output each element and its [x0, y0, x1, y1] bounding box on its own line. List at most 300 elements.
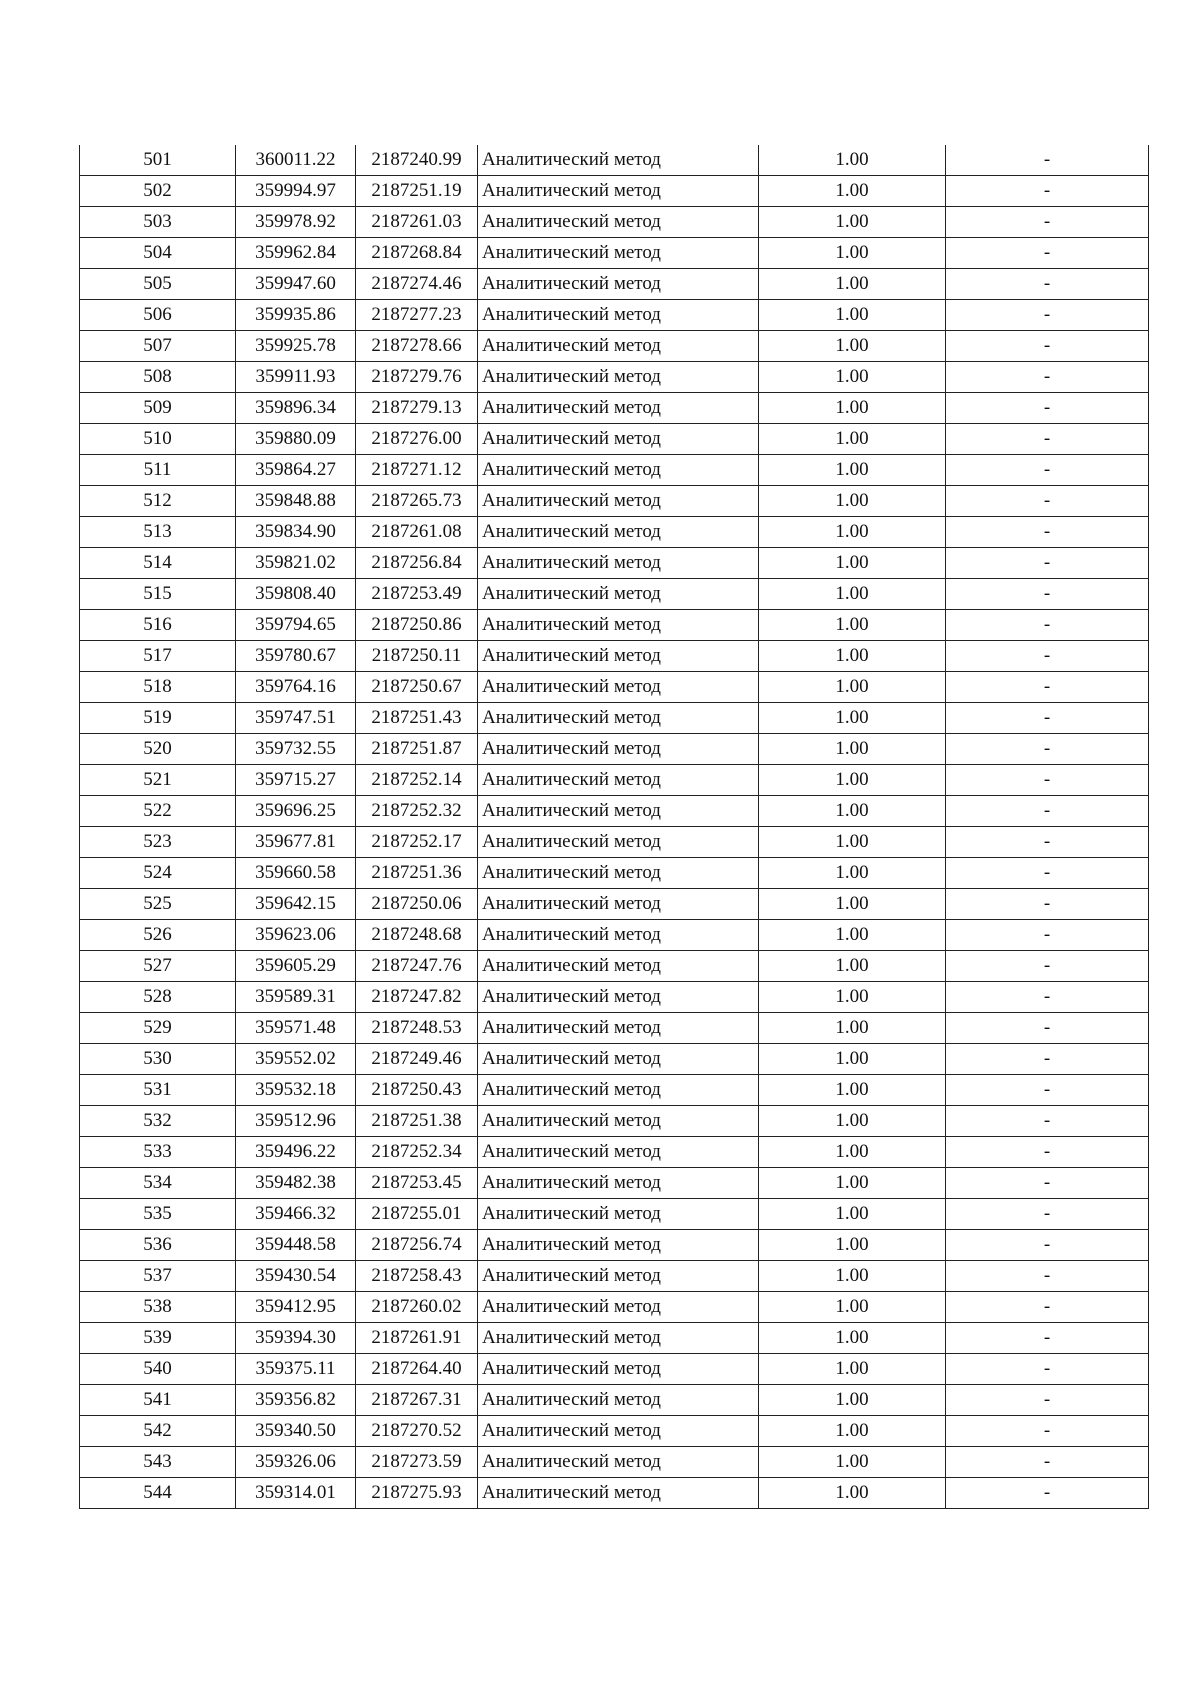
note-cell: -: [946, 1168, 1149, 1199]
note-cell: -: [946, 734, 1149, 765]
x-coordinate-cell: 359466.32: [236, 1199, 356, 1230]
table-row: [80, 1230, 1149, 1261]
note-cell: -: [946, 176, 1149, 207]
x-coordinate-cell: 359896.34: [236, 393, 356, 424]
x-coordinate-cell: 359660.58: [236, 858, 356, 889]
x-coordinate-cell: 359326.06: [236, 1447, 356, 1478]
note-cell: -: [946, 1478, 1149, 1509]
method-cell: Аналитический метод: [478, 1447, 759, 1478]
x-coordinate-cell: 359935.86: [236, 300, 356, 331]
x-coordinate-cell: 359532.18: [236, 1075, 356, 1106]
y-coordinate-cell: 2187253.45: [356, 1168, 478, 1199]
table-row: [80, 1106, 1149, 1137]
point-number-cell: 532: [80, 1106, 236, 1137]
point-number-cell: 522: [80, 796, 236, 827]
x-coordinate-cell: 359512.96: [236, 1106, 356, 1137]
point-number-cell: 501: [80, 145, 236, 176]
accuracy-cell: 1.00: [759, 579, 946, 610]
accuracy-cell: 1.00: [759, 1447, 946, 1478]
x-coordinate-cell: 359925.78: [236, 331, 356, 362]
note-cell: -: [946, 765, 1149, 796]
y-coordinate-cell: 2187260.02: [356, 1292, 478, 1323]
x-coordinate-cell: 359794.65: [236, 610, 356, 641]
table-row: [80, 641, 1149, 672]
method-cell: Аналитический метод: [478, 176, 759, 207]
y-coordinate-cell: 2187279.76: [356, 362, 478, 393]
table-row: [80, 238, 1149, 269]
method-cell: Аналитический метод: [478, 1230, 759, 1261]
accuracy-cell: 1.00: [759, 176, 946, 207]
y-coordinate-cell: 2187240.99: [356, 145, 478, 176]
note-cell: -: [946, 331, 1149, 362]
y-coordinate-cell: 2187251.19: [356, 176, 478, 207]
method-cell: Аналитический метод: [478, 672, 759, 703]
table-row: [80, 610, 1149, 641]
note-cell: -: [946, 1292, 1149, 1323]
point-number-cell: 503: [80, 207, 236, 238]
table-row: [80, 1385, 1149, 1416]
accuracy-cell: 1.00: [759, 1385, 946, 1416]
accuracy-cell: 1.00: [759, 951, 946, 982]
accuracy-cell: 1.00: [759, 238, 946, 269]
note-cell: -: [946, 1075, 1149, 1106]
table-row: [80, 1416, 1149, 1447]
y-coordinate-cell: 2187252.14: [356, 765, 478, 796]
point-number-cell: 543: [80, 1447, 236, 1478]
y-coordinate-cell: 2187264.40: [356, 1354, 478, 1385]
method-cell: Аналитический метод: [478, 1044, 759, 1075]
x-coordinate-cell: 359394.30: [236, 1323, 356, 1354]
table-row: [80, 455, 1149, 486]
table-row: [80, 145, 1149, 176]
accuracy-cell: 1.00: [759, 300, 946, 331]
method-cell: Аналитический метод: [478, 982, 759, 1013]
note-cell: -: [946, 362, 1149, 393]
point-number-cell: 509: [80, 393, 236, 424]
accuracy-cell: 1.00: [759, 1292, 946, 1323]
accuracy-cell: 1.00: [759, 424, 946, 455]
point-number-cell: 517: [80, 641, 236, 672]
y-coordinate-cell: 2187265.73: [356, 486, 478, 517]
point-number-cell: 544: [80, 1478, 236, 1509]
point-number-cell: 540: [80, 1354, 236, 1385]
accuracy-cell: 1.00: [759, 393, 946, 424]
accuracy-cell: 1.00: [759, 610, 946, 641]
method-cell: Аналитический метод: [478, 1292, 759, 1323]
note-cell: -: [946, 703, 1149, 734]
note-cell: -: [946, 1354, 1149, 1385]
method-cell: Аналитический метод: [478, 1075, 759, 1106]
x-coordinate-cell: 359880.09: [236, 424, 356, 455]
table-row: [80, 920, 1149, 951]
method-cell: Аналитический метод: [478, 1385, 759, 1416]
point-number-cell: 521: [80, 765, 236, 796]
point-number-cell: 506: [80, 300, 236, 331]
method-cell: Аналитический метод: [478, 145, 759, 176]
note-cell: -: [946, 1230, 1149, 1261]
note-cell: -: [946, 238, 1149, 269]
y-coordinate-cell: 2187253.49: [356, 579, 478, 610]
method-cell: Аналитический метод: [478, 455, 759, 486]
point-number-cell: 516: [80, 610, 236, 641]
point-number-cell: 523: [80, 827, 236, 858]
accuracy-cell: 1.00: [759, 1137, 946, 1168]
point-number-cell: 512: [80, 486, 236, 517]
x-coordinate-cell: 359848.88: [236, 486, 356, 517]
note-cell: -: [946, 424, 1149, 455]
method-cell: Аналитический метод: [478, 424, 759, 455]
x-coordinate-cell: 359715.27: [236, 765, 356, 796]
point-number-cell: 508: [80, 362, 236, 393]
method-cell: Аналитический метод: [478, 393, 759, 424]
table-row: [80, 734, 1149, 765]
accuracy-cell: 1.00: [759, 1199, 946, 1230]
table-row: [80, 1137, 1149, 1168]
method-cell: Аналитический метод: [478, 300, 759, 331]
point-number-cell: 531: [80, 1075, 236, 1106]
point-number-cell: 529: [80, 1013, 236, 1044]
note-cell: -: [946, 1013, 1149, 1044]
note-cell: -: [946, 858, 1149, 889]
note-cell: -: [946, 610, 1149, 641]
method-cell: Аналитический метод: [478, 579, 759, 610]
note-cell: -: [946, 1323, 1149, 1354]
accuracy-cell: 1.00: [759, 548, 946, 579]
accuracy-cell: 1.00: [759, 1478, 946, 1509]
note-cell: -: [946, 486, 1149, 517]
y-coordinate-cell: 2187248.68: [356, 920, 478, 951]
method-cell: Аналитический метод: [478, 1137, 759, 1168]
y-coordinate-cell: 2187270.52: [356, 1416, 478, 1447]
note-cell: -: [946, 269, 1149, 300]
y-coordinate-cell: 2187275.93: [356, 1478, 478, 1509]
table-row: [80, 765, 1149, 796]
accuracy-cell: 1.00: [759, 1354, 946, 1385]
note-cell: -: [946, 579, 1149, 610]
point-number-cell: 519: [80, 703, 236, 734]
x-coordinate-cell: 359911.93: [236, 362, 356, 393]
point-number-cell: 504: [80, 238, 236, 269]
note-cell: -: [946, 145, 1149, 176]
accuracy-cell: 1.00: [759, 703, 946, 734]
table-row: [80, 1261, 1149, 1292]
note-cell: -: [946, 1261, 1149, 1292]
table-row: [80, 951, 1149, 982]
method-cell: Аналитический метод: [478, 238, 759, 269]
x-coordinate-cell: 359808.40: [236, 579, 356, 610]
method-cell: Аналитический метод: [478, 765, 759, 796]
accuracy-cell: 1.00: [759, 920, 946, 951]
x-coordinate-cell: 359677.81: [236, 827, 356, 858]
table-row: [80, 269, 1149, 300]
x-coordinate-cell: 360011.22: [236, 145, 356, 176]
note-cell: -: [946, 300, 1149, 331]
point-number-cell: 520: [80, 734, 236, 765]
y-coordinate-cell: 2187250.43: [356, 1075, 478, 1106]
coordinates-table-body: [80, 145, 1149, 1509]
accuracy-cell: 1.00: [759, 1168, 946, 1199]
method-cell: Аналитический метод: [478, 796, 759, 827]
x-coordinate-cell: 359747.51: [236, 703, 356, 734]
accuracy-cell: 1.00: [759, 1075, 946, 1106]
x-coordinate-cell: 359696.25: [236, 796, 356, 827]
method-cell: Аналитический метод: [478, 486, 759, 517]
accuracy-cell: 1.00: [759, 889, 946, 920]
x-coordinate-cell: 359642.15: [236, 889, 356, 920]
note-cell: -: [946, 1199, 1149, 1230]
x-coordinate-cell: 359962.84: [236, 238, 356, 269]
table-row: [80, 1168, 1149, 1199]
accuracy-cell: 1.00: [759, 1230, 946, 1261]
table-row: [80, 1323, 1149, 1354]
y-coordinate-cell: 2187278.66: [356, 331, 478, 362]
accuracy-cell: 1.00: [759, 796, 946, 827]
method-cell: Аналитический метод: [478, 1199, 759, 1230]
note-cell: -: [946, 1447, 1149, 1478]
point-number-cell: 533: [80, 1137, 236, 1168]
note-cell: -: [946, 1137, 1149, 1168]
x-coordinate-cell: 359314.01: [236, 1478, 356, 1509]
point-number-cell: 524: [80, 858, 236, 889]
y-coordinate-cell: 2187267.31: [356, 1385, 478, 1416]
note-cell: -: [946, 920, 1149, 951]
x-coordinate-cell: 359412.95: [236, 1292, 356, 1323]
accuracy-cell: 1.00: [759, 455, 946, 486]
x-coordinate-cell: 359834.90: [236, 517, 356, 548]
point-number-cell: 507: [80, 331, 236, 362]
point-number-cell: 502: [80, 176, 236, 207]
x-coordinate-cell: 359448.58: [236, 1230, 356, 1261]
y-coordinate-cell: 2187251.43: [356, 703, 478, 734]
y-coordinate-cell: 2187249.46: [356, 1044, 478, 1075]
y-coordinate-cell: 2187251.38: [356, 1106, 478, 1137]
method-cell: Аналитический метод: [478, 1106, 759, 1137]
point-number-cell: 510: [80, 424, 236, 455]
x-coordinate-cell: 359589.31: [236, 982, 356, 1013]
accuracy-cell: 1.00: [759, 827, 946, 858]
method-cell: Аналитический метод: [478, 610, 759, 641]
note-cell: -: [946, 796, 1149, 827]
note-cell: -: [946, 548, 1149, 579]
x-coordinate-cell: 359571.48: [236, 1013, 356, 1044]
table-row: [80, 982, 1149, 1013]
note-cell: -: [946, 1044, 1149, 1075]
table-row: [80, 176, 1149, 207]
point-number-cell: 530: [80, 1044, 236, 1075]
accuracy-cell: 1.00: [759, 207, 946, 238]
y-coordinate-cell: 2187250.86: [356, 610, 478, 641]
method-cell: Аналитический метод: [478, 889, 759, 920]
accuracy-cell: 1.00: [759, 858, 946, 889]
point-number-cell: 542: [80, 1416, 236, 1447]
y-coordinate-cell: 2187279.13: [356, 393, 478, 424]
table-row: [80, 486, 1149, 517]
accuracy-cell: 1.00: [759, 362, 946, 393]
accuracy-cell: 1.00: [759, 1106, 946, 1137]
method-cell: Аналитический метод: [478, 920, 759, 951]
y-coordinate-cell: 2187252.32: [356, 796, 478, 827]
point-number-cell: 505: [80, 269, 236, 300]
y-coordinate-cell: 2187261.03: [356, 207, 478, 238]
point-number-cell: 526: [80, 920, 236, 951]
y-coordinate-cell: 2187252.17: [356, 827, 478, 858]
accuracy-cell: 1.00: [759, 517, 946, 548]
point-number-cell: 541: [80, 1385, 236, 1416]
table-row: [80, 858, 1149, 889]
y-coordinate-cell: 2187256.74: [356, 1230, 478, 1261]
y-coordinate-cell: 2187261.91: [356, 1323, 478, 1354]
method-cell: Аналитический метод: [478, 1168, 759, 1199]
note-cell: -: [946, 827, 1149, 858]
table-row: [80, 424, 1149, 455]
y-coordinate-cell: 2187255.01: [356, 1199, 478, 1230]
method-cell: Аналитический метод: [478, 734, 759, 765]
table-row: [80, 579, 1149, 610]
y-coordinate-cell: 2187250.06: [356, 889, 478, 920]
y-coordinate-cell: 2187258.43: [356, 1261, 478, 1292]
point-number-cell: 536: [80, 1230, 236, 1261]
x-coordinate-cell: 359732.55: [236, 734, 356, 765]
method-cell: Аналитический метод: [478, 703, 759, 734]
y-coordinate-cell: 2187251.36: [356, 858, 478, 889]
method-cell: Аналитический метод: [478, 269, 759, 300]
y-coordinate-cell: 2187252.34: [356, 1137, 478, 1168]
accuracy-cell: 1.00: [759, 486, 946, 517]
table-row: [80, 1478, 1149, 1509]
y-coordinate-cell: 2187256.84: [356, 548, 478, 579]
method-cell: Аналитический метод: [478, 331, 759, 362]
table-row: [80, 1354, 1149, 1385]
x-coordinate-cell: 359430.54: [236, 1261, 356, 1292]
table-row: [80, 796, 1149, 827]
method-cell: Аналитический метод: [478, 641, 759, 672]
method-cell: Аналитический метод: [478, 517, 759, 548]
accuracy-cell: 1.00: [759, 1261, 946, 1292]
table-row: [80, 889, 1149, 920]
table-row: [80, 672, 1149, 703]
point-number-cell: 514: [80, 548, 236, 579]
x-coordinate-cell: 359994.97: [236, 176, 356, 207]
y-coordinate-cell: 2187271.12: [356, 455, 478, 486]
table-row: [80, 331, 1149, 362]
y-coordinate-cell: 2187268.84: [356, 238, 478, 269]
x-coordinate-cell: 359623.06: [236, 920, 356, 951]
table-row: [80, 1199, 1149, 1230]
table-row: [80, 1044, 1149, 1075]
point-number-cell: 527: [80, 951, 236, 982]
x-coordinate-cell: 359978.92: [236, 207, 356, 238]
accuracy-cell: 1.00: [759, 1323, 946, 1354]
y-coordinate-cell: 2187274.46: [356, 269, 478, 300]
point-number-cell: 535: [80, 1199, 236, 1230]
method-cell: Аналитический метод: [478, 1478, 759, 1509]
note-cell: -: [946, 455, 1149, 486]
y-coordinate-cell: 2187261.08: [356, 517, 478, 548]
y-coordinate-cell: 2187277.23: [356, 300, 478, 331]
x-coordinate-cell: 359496.22: [236, 1137, 356, 1168]
point-number-cell: 513: [80, 517, 236, 548]
method-cell: Аналитический метод: [478, 1354, 759, 1385]
point-number-cell: 537: [80, 1261, 236, 1292]
y-coordinate-cell: 2187273.59: [356, 1447, 478, 1478]
note-cell: -: [946, 393, 1149, 424]
y-coordinate-cell: 2187250.67: [356, 672, 478, 703]
method-cell: Аналитический метод: [478, 951, 759, 982]
x-coordinate-cell: 359552.02: [236, 1044, 356, 1075]
point-number-cell: 511: [80, 455, 236, 486]
accuracy-cell: 1.00: [759, 1416, 946, 1447]
table-row: [80, 703, 1149, 734]
point-number-cell: 539: [80, 1323, 236, 1354]
table-row: [80, 300, 1149, 331]
note-cell: -: [946, 641, 1149, 672]
note-cell: -: [946, 982, 1149, 1013]
table-row: [80, 1292, 1149, 1323]
method-cell: Аналитический метод: [478, 362, 759, 393]
accuracy-cell: 1.00: [759, 672, 946, 703]
note-cell: -: [946, 1416, 1149, 1447]
note-cell: -: [946, 1385, 1149, 1416]
method-cell: Аналитический метод: [478, 1261, 759, 1292]
point-number-cell: 534: [80, 1168, 236, 1199]
table-row: [80, 548, 1149, 579]
table-row: [80, 1447, 1149, 1478]
accuracy-cell: 1.00: [759, 269, 946, 300]
method-cell: Аналитический метод: [478, 548, 759, 579]
accuracy-cell: 1.00: [759, 145, 946, 176]
point-number-cell: 538: [80, 1292, 236, 1323]
point-number-cell: 515: [80, 579, 236, 610]
accuracy-cell: 1.00: [759, 734, 946, 765]
method-cell: Аналитический метод: [478, 207, 759, 238]
note-cell: -: [946, 889, 1149, 920]
y-coordinate-cell: 2187251.87: [356, 734, 478, 765]
table-row: [80, 1013, 1149, 1044]
table-row: [80, 517, 1149, 548]
y-coordinate-cell: 2187276.00: [356, 424, 478, 455]
x-coordinate-cell: 359864.27: [236, 455, 356, 486]
x-coordinate-cell: 359821.02: [236, 548, 356, 579]
method-cell: Аналитический метод: [478, 1416, 759, 1447]
x-coordinate-cell: 359780.67: [236, 641, 356, 672]
note-cell: -: [946, 517, 1149, 548]
point-number-cell: 525: [80, 889, 236, 920]
x-coordinate-cell: 359605.29: [236, 951, 356, 982]
accuracy-cell: 1.00: [759, 1013, 946, 1044]
y-coordinate-cell: 2187247.82: [356, 982, 478, 1013]
point-number-cell: 518: [80, 672, 236, 703]
method-cell: Аналитический метод: [478, 858, 759, 889]
table-row: [80, 362, 1149, 393]
method-cell: Аналитический метод: [478, 827, 759, 858]
table-row: [80, 207, 1149, 238]
accuracy-cell: 1.00: [759, 982, 946, 1013]
accuracy-cell: 1.00: [759, 641, 946, 672]
note-cell: -: [946, 207, 1149, 238]
accuracy-cell: 1.00: [759, 1044, 946, 1075]
point-number-cell: 528: [80, 982, 236, 1013]
method-cell: Аналитический метод: [478, 1323, 759, 1354]
method-cell: Аналитический метод: [478, 1013, 759, 1044]
note-cell: -: [946, 1106, 1149, 1137]
table-row: [80, 1075, 1149, 1106]
x-coordinate-cell: 359482.38: [236, 1168, 356, 1199]
coordinates-table: [79, 145, 1149, 1509]
table-row: [80, 827, 1149, 858]
x-coordinate-cell: 359947.60: [236, 269, 356, 300]
x-coordinate-cell: 359764.16: [236, 672, 356, 703]
note-cell: -: [946, 951, 1149, 982]
